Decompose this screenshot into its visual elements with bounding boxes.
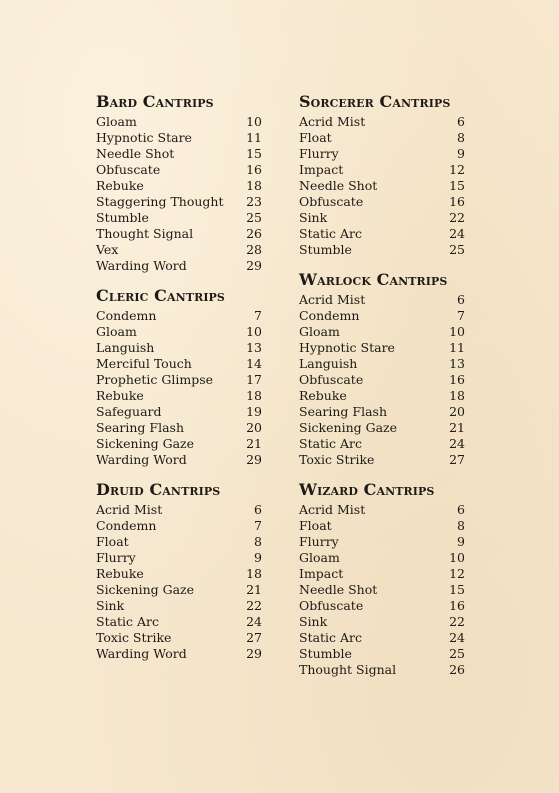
spell-row	[299, 178, 465, 194]
spell-page-number: 10	[246, 324, 262, 339]
spell-name: Sink	[299, 210, 328, 225]
spell-row	[96, 258, 262, 274]
spell-row	[299, 502, 465, 518]
spell-name: Hypnotic Stare	[299, 340, 395, 355]
spell-page-number: 10	[449, 550, 465, 565]
spell-row	[96, 566, 262, 582]
spell-row	[299, 436, 465, 452]
spell-name: Acrid Mist	[299, 114, 366, 129]
spell-page-number: 29	[246, 452, 262, 467]
spell-name: Condemn	[299, 308, 360, 323]
spell-page-number: 16	[449, 598, 465, 613]
spell-page-number: 8	[254, 534, 262, 549]
spell-row	[96, 582, 262, 598]
spell-row	[299, 566, 465, 582]
spell-page-number: 6	[457, 292, 465, 307]
spell-row	[96, 130, 262, 146]
spell-name: Staggering Thought	[96, 194, 224, 209]
spell-name: Languish	[299, 356, 358, 371]
spell-page-number: 6	[457, 114, 465, 129]
spell-name: Sickening Gaze	[299, 420, 398, 435]
spell-name: Searing Flash	[299, 404, 388, 419]
spell-row	[96, 308, 262, 324]
spell-row	[96, 210, 262, 226]
spell-page-number: 22	[246, 598, 262, 613]
section-heading: Bard Cantrips	[96, 92, 214, 111]
spell-row	[299, 550, 465, 566]
spell-row	[299, 646, 465, 662]
spell-page-number: 26	[246, 226, 262, 241]
spell-page-number: 25	[449, 646, 465, 661]
spell-name: Needle Shot	[299, 582, 378, 597]
spell-name: Thought Signal	[96, 226, 194, 241]
spell-row	[299, 518, 465, 534]
spell-name: Warding Word	[96, 646, 187, 661]
spell-name: Obfuscate	[299, 598, 364, 613]
spell-page-number: 22	[449, 614, 465, 629]
spell-row	[96, 146, 262, 162]
spell-page-number: 22	[449, 210, 465, 225]
spell-name: Obfuscate	[96, 162, 161, 177]
spell-name: Warding Word	[96, 452, 187, 467]
spell-list	[96, 114, 262, 274]
spell-name: Flurry	[299, 146, 339, 161]
spell-row	[96, 324, 262, 340]
spell-class-section	[96, 92, 262, 274]
spell-page-number: 6	[254, 502, 262, 517]
spell-class-section	[299, 92, 465, 258]
spell-page-number: 16	[449, 194, 465, 209]
spell-page-number: 27	[449, 452, 465, 467]
spell-page-number: 12	[449, 162, 465, 177]
spell-page-number: 16	[246, 162, 262, 177]
spell-name: Condemn	[96, 518, 157, 533]
spell-row	[299, 242, 465, 258]
spell-row	[299, 292, 465, 308]
spell-page-number: 23	[246, 194, 262, 209]
spell-name: Gloam	[96, 114, 137, 129]
spell-name: Condemn	[96, 308, 157, 323]
spell-name: Static Arc	[299, 436, 363, 451]
spell-row	[96, 226, 262, 242]
spell-name: Static Arc	[96, 614, 160, 629]
spell-row	[299, 372, 465, 388]
spell-class-section	[96, 480, 262, 662]
spell-name: Acrid Mist	[299, 502, 366, 517]
spell-name: Acrid Mist	[299, 292, 366, 307]
spell-row	[96, 420, 262, 436]
spell-class-section	[96, 286, 262, 468]
spell-page-number: 12	[449, 566, 465, 581]
spell-page-number: 16	[449, 372, 465, 387]
spell-page-number: 24	[449, 436, 465, 451]
spell-page-number: 7	[254, 308, 262, 323]
spell-name: Safeguard	[96, 404, 162, 419]
spell-row	[299, 452, 465, 468]
spell-name: Impact	[299, 162, 344, 177]
spell-page-number: 19	[246, 404, 262, 419]
spell-name: Static Arc	[299, 226, 363, 241]
spell-page-number: 9	[457, 534, 465, 549]
spell-page-number: 11	[246, 130, 262, 145]
spell-name: Gloam	[299, 550, 340, 565]
spell-name: Stumble	[299, 646, 352, 661]
spell-name: Obfuscate	[299, 372, 364, 387]
spell-name: Rebuke	[96, 566, 144, 581]
spell-page-number: 11	[449, 340, 465, 355]
spell-name: Sickening Gaze	[96, 582, 195, 597]
spell-row	[299, 630, 465, 646]
spell-name: Toxic Strike	[299, 452, 375, 467]
spell-page-number: 27	[246, 630, 262, 645]
spell-row	[299, 308, 465, 324]
spell-page-number: 25	[246, 210, 262, 225]
spell-page-number: 7	[457, 308, 465, 323]
spell-page-number: 18	[246, 178, 262, 193]
spell-row	[299, 582, 465, 598]
spell-name: Obfuscate	[299, 194, 364, 209]
spell-name: Float	[96, 534, 129, 549]
spell-row	[299, 130, 465, 146]
spell-row	[299, 388, 465, 404]
spell-row	[96, 550, 262, 566]
spell-row	[96, 242, 262, 258]
spell-page-number: 26	[449, 662, 465, 677]
spell-name: Rebuke	[96, 178, 144, 193]
spell-page-number: 20	[449, 404, 465, 419]
spell-page-number: 15	[246, 146, 262, 161]
spell-name: Sink	[96, 598, 125, 613]
spell-page-number: 10	[449, 324, 465, 339]
spell-name: Thought Signal	[299, 662, 397, 677]
spell-page-number: 15	[449, 582, 465, 597]
spell-page-number: 17	[246, 372, 262, 387]
spell-name: Needle Shot	[96, 146, 175, 161]
spell-name: Float	[299, 130, 332, 145]
spell-name: Float	[299, 518, 332, 533]
section-heading: Sorcerer Cantrips	[299, 92, 451, 111]
spell-page-number: 20	[246, 420, 262, 435]
spell-row	[299, 194, 465, 210]
left-column	[96, 92, 262, 674]
spell-name: Gloam	[299, 324, 340, 339]
spell-row	[299, 210, 465, 226]
spell-name: Prophetic Glimpse	[96, 372, 214, 387]
spell-row	[96, 502, 262, 518]
spell-list	[299, 292, 465, 468]
spell-row	[96, 114, 262, 130]
spell-name: Gloam	[96, 324, 137, 339]
spell-name: Flurry	[96, 550, 136, 565]
spell-row	[96, 388, 262, 404]
spell-page-number: 8	[457, 130, 465, 145]
spell-row	[96, 162, 262, 178]
spell-name: Toxic Strike	[96, 630, 172, 645]
spell-name: Languish	[96, 340, 155, 355]
spell-row	[299, 404, 465, 420]
spell-row	[299, 324, 465, 340]
spell-row	[299, 146, 465, 162]
spell-page-number: 6	[457, 502, 465, 517]
spell-page-number: 24	[449, 226, 465, 241]
spell-row	[299, 614, 465, 630]
spell-name: Vex	[96, 242, 119, 257]
spell-row	[299, 534, 465, 550]
spell-page-number: 9	[254, 550, 262, 565]
spell-page-number: 24	[246, 614, 262, 629]
spell-name: Rebuke	[299, 388, 347, 403]
spell-row	[299, 340, 465, 356]
spell-name: Flurry	[299, 534, 339, 549]
spell-list	[299, 114, 465, 258]
spell-name: Static Arc	[299, 630, 363, 645]
spell-page-number: 13	[449, 356, 465, 371]
section-heading: Warlock Cantrips	[299, 270, 448, 289]
spell-page-number: 21	[246, 582, 262, 597]
spell-page-number: 25	[449, 242, 465, 257]
spell-name: Searing Flash	[96, 420, 185, 435]
spell-row	[96, 356, 262, 372]
spell-page-number: 15	[449, 178, 465, 193]
spell-name: Needle Shot	[299, 178, 378, 193]
spell-page-number: 8	[457, 518, 465, 533]
spell-page-number: 14	[246, 356, 262, 371]
spell-row	[299, 420, 465, 436]
spell-name: Hypnotic Stare	[96, 130, 192, 145]
spell-row	[299, 162, 465, 178]
spell-page-number: 18	[449, 388, 465, 403]
spell-row	[96, 452, 262, 468]
spell-page-number: 28	[246, 242, 262, 257]
spell-row	[96, 340, 262, 356]
section-heading: Wizard Cantrips	[299, 480, 435, 499]
spell-name: Rebuke	[96, 388, 144, 403]
spell-row	[299, 356, 465, 372]
spell-page-number: 18	[246, 388, 262, 403]
spell-row	[96, 372, 262, 388]
spell-list	[96, 502, 262, 662]
spell-row	[96, 614, 262, 630]
spell-row	[299, 114, 465, 130]
spell-row	[96, 518, 262, 534]
spell-row	[96, 534, 262, 550]
spell-row	[96, 194, 262, 210]
spell-page-number: 9	[457, 146, 465, 161]
spell-page-number: 29	[246, 258, 262, 273]
spell-row	[299, 226, 465, 242]
spell-page-number: 7	[254, 518, 262, 533]
spell-name: Merciful Touch	[96, 356, 192, 371]
spell-class-section	[299, 270, 465, 468]
spell-page-number: 24	[449, 630, 465, 645]
spell-page-number: 13	[246, 340, 262, 355]
spell-name: Acrid Mist	[96, 502, 163, 517]
spell-class-section	[299, 480, 465, 678]
section-heading: Druid Cantrips	[96, 480, 221, 499]
spell-page-number: 29	[246, 646, 262, 661]
spell-row	[299, 598, 465, 614]
spell-name: Stumble	[96, 210, 149, 225]
section-heading: Cleric Cantrips	[96, 286, 225, 305]
spell-row	[299, 662, 465, 678]
spell-list	[96, 308, 262, 468]
spell-row	[96, 178, 262, 194]
spell-row	[96, 436, 262, 452]
spell-name: Impact	[299, 566, 344, 581]
spell-name: Sickening Gaze	[96, 436, 195, 451]
spell-name: Sink	[299, 614, 328, 629]
spell-name: Stumble	[299, 242, 352, 257]
spell-list	[299, 502, 465, 678]
spell-page-number: 18	[246, 566, 262, 581]
spell-row	[96, 598, 262, 614]
spell-row	[96, 404, 262, 420]
right-column	[299, 92, 465, 690]
spell-row	[96, 630, 262, 646]
spell-page-number: 10	[246, 114, 262, 129]
spell-page-number: 21	[449, 420, 465, 435]
spell-name: Warding Word	[96, 258, 187, 273]
spell-row	[96, 646, 262, 662]
spell-page-number: 21	[246, 436, 262, 451]
